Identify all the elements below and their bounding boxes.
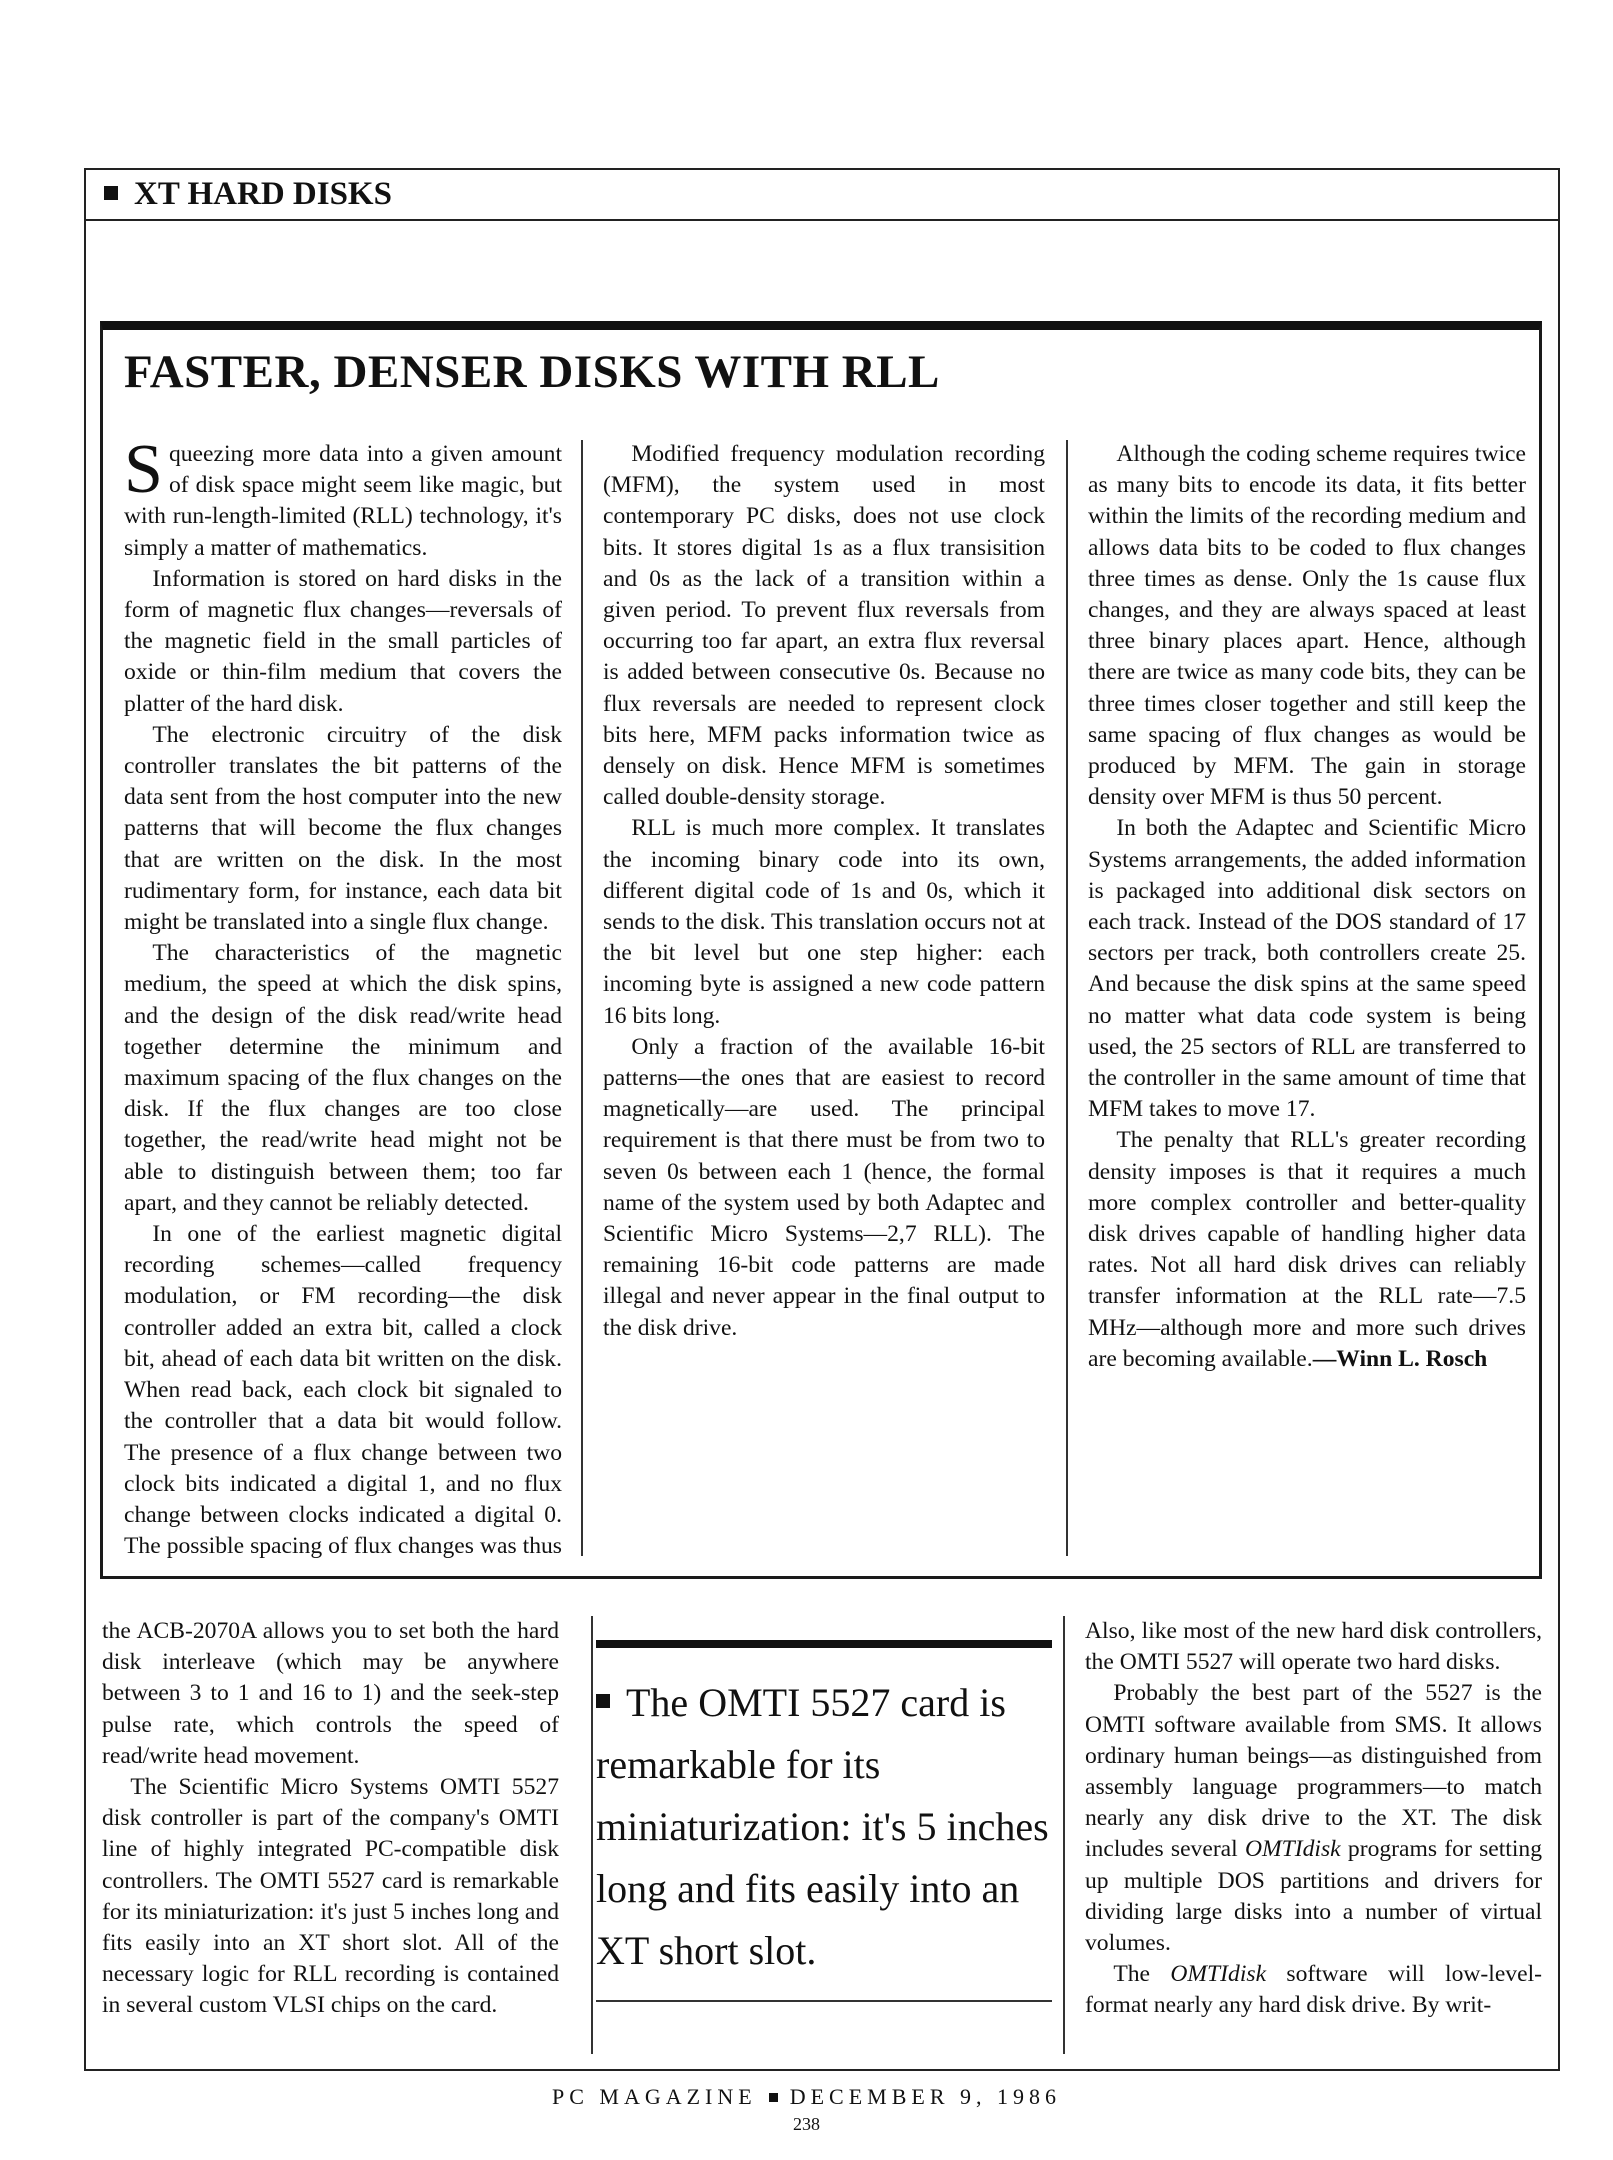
- pullquote-top-rule: [596, 1640, 1052, 1648]
- sidebar-paragraph: The electronic circuitry of the disk controller translates the bit patterns of the data sent from the host computer into the new patterns that will become the flux changes that are written on the disk. In the most rudimentary form, for instance, each data bit might be translated into a single flux change.: [124, 721, 562, 936]
- bullet-square-icon: [596, 1694, 610, 1708]
- article-paragraph: The Scientific Micro Systems OMTI 5527 disk controller is part of the company's OMTI line of highly integrated PC-compatible disk controllers. The OMTI 5527 card is remarkable for its miniaturization: it's just 5 inches long and fits easily into an XT short slot. All of the necessary logic for RLL recording is contained in several custom VLSI chips on the card.: [102, 1774, 559, 2019]
- software-name: OMTIdisk: [1244, 1836, 1341, 1863]
- page-number: 238: [793, 2114, 820, 2134]
- bullet-square-icon: [769, 2093, 778, 2102]
- sidebar-column-3: [1088, 439, 1526, 1559]
- page-footer: [0, 2084, 1613, 2110]
- drop-cap: S: [124, 439, 163, 508]
- sidebar-paragraph: [1088, 1125, 1526, 1375]
- sidebar-column-2: [603, 439, 1045, 1559]
- paragraph-text: Probably the best part of the 5527 is the OMTI software available from SMS. It allows ordinary human beings—as distinguished from assembly language programmers—to match nearly any disk drive to the XT. The disk includes several: [1085, 1680, 1542, 1863]
- byline: —Winn L. Rosch: [1312, 1345, 1488, 1372]
- sidebar-paragraph: RLL is much more complex. It translates the incoming binary code into its own, different digital code of 1s and 0s, which it sends to the disk. This translation occurs not at the bit level but one step higher: each incoming byte is assigned a new code pattern 16 bits long.: [603, 815, 1045, 1029]
- column-rule: [581, 440, 583, 1556]
- paragraph-text: software will low-level-format nearly any hard disk drive. By writ-: [1085, 1961, 1542, 2019]
- sidebar-paragraph: Although the coding scheme requires twice as many bits to encode its data, it fits better within the limits of the recording medium and allows data bits to be coded to flux changes three times as dense. Only the 1s cause flux changes, and they are always spaced at least three binary places apart. Hence, although there are twice as many code bits, they can be three times closer together and still keep the same spacing of flux changes as would be produced by MFM. The gain in storage density over MFM is thus 50 percent.: [1088, 441, 1526, 811]
- issue-date: DECEMBER 9, 1986: [789, 2084, 1062, 2109]
- article-paragraph: the ACB-2070A allows you to set both the hard disk interleave (which may be anywhere between 3 to 1 and 16 to 1) and the seek-step pulse rate, which controls the speed of read/write head movement.: [102, 1618, 559, 1769]
- pullquote-bottom-rule: [596, 2000, 1052, 2002]
- article-paragraph: Also, like most of the new hard disk controllers, the OMTI 5527 will operate two hard disks.: [1085, 1618, 1542, 1676]
- paragraph-text: The penalty that RLL's greater recording density imposes is that it requires a much more complex controller and better-quality disk drives capable of handling higher data rates. Not all hard disk drives can reliably transfer information at the RLL rate—7.5 MHz—although more and more such drives are becoming available.: [1088, 1127, 1526, 1372]
- column-rule: [1066, 440, 1068, 1556]
- sidebar-paragraph: Information is stored on hard disks in the form of magnetic flux changes—reversals of the magnetic field in the small particles of oxide or thin-film medium that covers the platter of the hard disk.: [124, 565, 562, 717]
- magazine-name: PC MAGAZINE: [551, 2084, 757, 2109]
- sidebar-paragraph: Only a fraction of the available 16-bit patterns—the ones that are easiest to record magnetically—are used. The principal requirement is that there must be from two to seven 0s between each 1 (hence, the formal name of the system used by both Adaptec and Scientific Micro Systems—2,7 RLL). The remaining 16-bit code patterns are made illegal and never appear in the final output to the disk drive.: [603, 1033, 1045, 1341]
- article-paragraph: [1085, 1678, 1542, 1959]
- sidebar-title: FASTER, DENSER DISKS WITH RLL: [124, 346, 940, 398]
- sidebar-paragraph: In one of the earliest magnetic digital recording schemes—called frequency modulation, or FM recording—the disk controller added an extra bit, called a clock bit, ahead of each data bit written on the disk. When read back, each clock bit signaled to the controller that a data bit would follow. The presence of a flux change between two clock bits indicated a digital 1, and no flux change between clocks indicated a digital 0. The possible spacing of flux changes was thus: [124, 1221, 562, 1559]
- column-rule: [591, 1616, 593, 2054]
- sidebar-paragraph: Modified frequency modulation recording (MFM), the system used in most contemporary PC disks, does not use clock bits. It stores digital 1s as a flux transisition and 0s as the lack of a transition within a given period. To prevent flux reversals from occurring too far apart, an extra flux reversal is added between consecutive 0s. Because no flux reversals are needed to represent clock bits here, MFM packs information twice as densely on disk. Hence MFM is sometimes called double-density storage.: [603, 441, 1045, 811]
- article-column-1: [102, 1616, 559, 2056]
- pullquote-text: The OMTI 5527 card is remarkable for its miniaturization: it's 5 inches long and fits easily into an XT short slot.: [596, 1680, 1049, 1973]
- sidebar-paragraph: The characteristics of the magnetic medium, the speed at which the disk spins, and the design of the disk read/write head together determine the minimum and maximum spacing of the flux changes on the disk. If the flux changes are too close together, the read/write head might not be able to distinguish between them; too far apart, and they cannot be reliably detected.: [124, 940, 562, 1216]
- article-column-3: [1085, 1616, 1542, 2056]
- article-paragraph: [1085, 1959, 1542, 2021]
- paragraph-text: queezing more data into a given amount of disk space might seem like magic, but with run-length-limited (RLL) technology, it's simply a matter of mathematics.: [124, 441, 562, 561]
- pullquote: [596, 1672, 1066, 1982]
- software-name: OMTIdisk: [1170, 1961, 1267, 1988]
- paragraph-text: programs for setting up multiple DOS partitions and drivers for dividing large disks into a number of virtual volumes.: [1085, 1836, 1542, 1957]
- sidebar-paragraph: In both the Adaptec and Scientific Micro Systems arrangements, the added information is packaged into additional disk sectors on each track. Instead of the DOS standard of 17 sectors per track, both controllers create 25. And because the disk spins at the same speed no matter what data code system is being used, the 25 sectors of RLL are transferred to the controller in the same amount of time that MFM takes to move 17.: [1088, 815, 1526, 1123]
- paragraph-text: The: [1113, 1961, 1171, 1988]
- section-header: [84, 168, 1560, 221]
- sidebar-column-1: [124, 439, 562, 1559]
- section-title: XT HARD DISKS: [134, 176, 392, 212]
- bullet-square-icon: [104, 186, 118, 200]
- sidebar-paragraph: [124, 439, 562, 564]
